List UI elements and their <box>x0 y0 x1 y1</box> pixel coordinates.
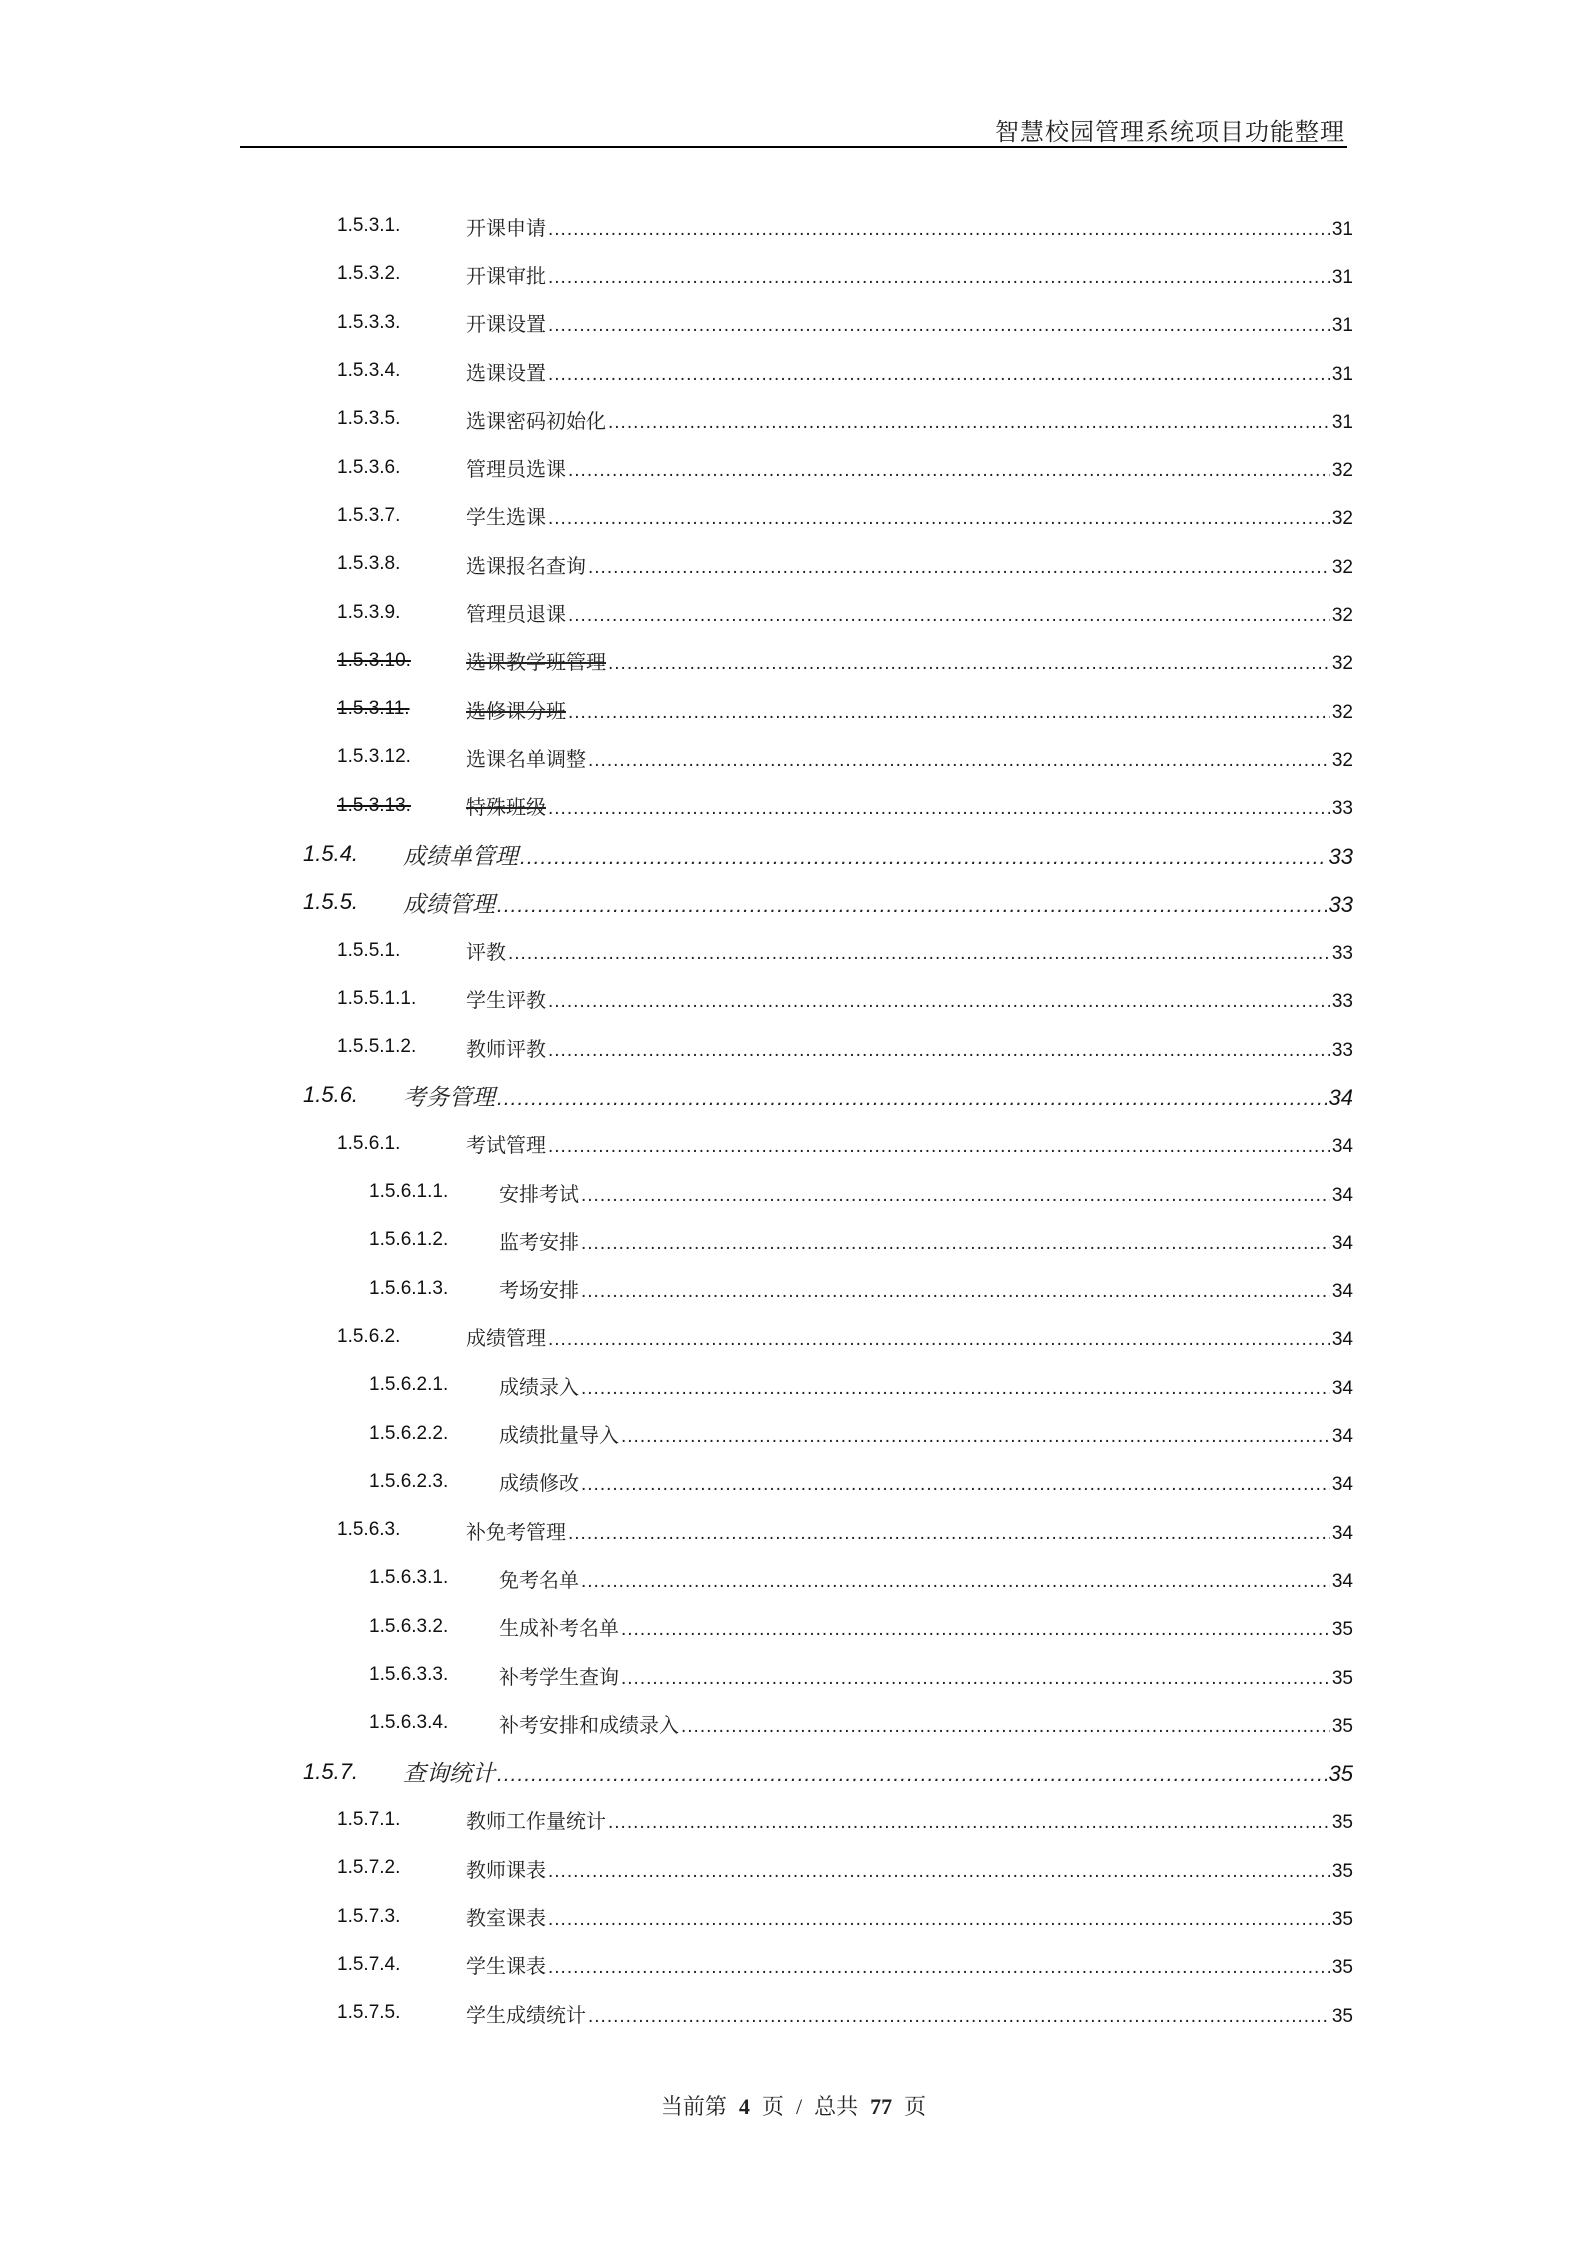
toc-entry-title[interactable]: 选课教学班管理 <box>466 650 606 675</box>
dot-leader <box>588 2006 1330 2028</box>
dot-leader <box>568 702 1330 724</box>
toc-entry-number: 1.5.3.12. <box>337 746 411 768</box>
toc-entry-page: 32 <box>1331 460 1353 482</box>
dot-leader <box>581 1474 1330 1496</box>
toc-entry-line <box>466 1950 1353 1979</box>
toc-entry-number: 1.5.6.1.2. <box>369 1229 449 1251</box>
toc-entry-number: 1.5.7.5. <box>337 2002 401 2024</box>
toc-entry-page: 33 <box>1331 1039 1353 1061</box>
toc-entry-page: 32 <box>1331 556 1353 578</box>
toc-entry-title[interactable]: 开课设置 <box>466 312 546 337</box>
toc-entry[interactable] <box>0 1361 1587 1409</box>
toc-entry-page: 35 <box>1331 1715 1353 1737</box>
dot-leader <box>681 1716 1330 1738</box>
toc-entry-title[interactable]: 管理员退课 <box>466 602 566 627</box>
toc-entry[interactable] <box>0 1796 1587 1844</box>
toc-entry-number: 1.5.6.3. <box>337 1519 401 1541</box>
toc-entry-number: 1.5.6.3.4. <box>369 1712 449 1734</box>
toc-entry-page: 35 <box>1331 1812 1353 1834</box>
toc-entry-title[interactable]: 查询统计 <box>403 1761 495 1788</box>
toc-entry-line <box>466 1033 1353 1062</box>
toc-entry-line <box>403 1755 1353 1788</box>
toc-entry-number: 1.5.3.5. <box>337 408 401 430</box>
toc-entry-line <box>403 838 1353 871</box>
toc-entry[interactable] <box>0 878 1587 926</box>
toc-entry[interactable] <box>0 975 1587 1023</box>
toc-entry-title[interactable]: 成绩管理 <box>403 891 495 918</box>
dot-leader <box>548 1909 1330 1931</box>
toc-entry-line <box>403 1079 1353 1112</box>
toc-entry-number: 1.5.3.6. <box>337 456 401 478</box>
toc-entry[interactable] <box>0 202 1587 250</box>
table-of-contents <box>0 202 1587 2037</box>
dot-leader <box>497 1763 1327 1787</box>
toc-entry-number: 1.5.5.1.1. <box>337 987 417 1009</box>
toc-entry-line <box>466 1516 1353 1545</box>
toc-entry-page: 32 <box>1331 701 1353 723</box>
dot-leader <box>497 1087 1327 1111</box>
toc-entry-title[interactable]: 选课名单调整 <box>466 746 586 771</box>
toc-entry-page: 35 <box>1331 1909 1353 1931</box>
toc-entry[interactable] <box>0 1554 1587 1602</box>
toc-entry[interactable] <box>0 1844 1587 1892</box>
dot-leader <box>568 1523 1330 1545</box>
toc-entry-line <box>403 886 1353 919</box>
toc-entry[interactable] <box>0 1120 1587 1168</box>
toc-entry-page: 31 <box>1331 411 1353 433</box>
toc-entry-title[interactable]: 成绩管理 <box>466 1326 546 1351</box>
dot-leader <box>520 846 1327 870</box>
toc-entry-number: 1.5.7.4. <box>337 1953 401 1975</box>
toc-entry-number: 1.5.6.1.1. <box>369 1181 449 1203</box>
toc-entry-line <box>466 1902 1353 1931</box>
footer-separator: / <box>795 2094 803 2119</box>
toc-entry[interactable] <box>0 1603 1587 1651</box>
toc-entry[interactable] <box>0 1699 1587 1747</box>
dot-leader <box>568 460 1330 482</box>
toc-entry-line <box>499 1419 1353 1448</box>
toc-entry-line <box>466 260 1353 289</box>
toc-entry-title[interactable]: 教师课表 <box>466 1857 546 1882</box>
toc-entry-line <box>466 984 1353 1013</box>
dot-leader <box>548 798 1330 820</box>
toc-entry-title[interactable]: 考场安排 <box>499 1278 579 1303</box>
toc-entry-page: 31 <box>1331 266 1353 288</box>
toc-entry-number: 1.5.3.13. <box>337 794 411 816</box>
toc-entry-title[interactable]: 特殊班级 <box>466 795 546 820</box>
toc-entry-page: 33 <box>1331 991 1353 1013</box>
toc-entry-title[interactable]: 选课报名查询 <box>466 553 586 578</box>
toc-entry[interactable] <box>0 782 1587 830</box>
toc-entry-number: 1.5.3.1. <box>337 215 401 237</box>
toc-entry-number: 1.5.4. <box>303 841 359 866</box>
dot-leader <box>581 1233 1330 1255</box>
dot-leader <box>548 508 1330 530</box>
toc-entry[interactable] <box>0 1409 1587 1457</box>
toc-entry-line <box>466 646 1353 675</box>
toc-entry[interactable] <box>0 588 1587 636</box>
current-page-number: 4 <box>738 2094 750 2119</box>
toc-entry-page: 34 <box>1331 1329 1353 1351</box>
toc-entry-title[interactable]: 监考安排 <box>499 1229 579 1254</box>
toc-entry[interactable] <box>0 1313 1587 1361</box>
toc-entry-page: 34 <box>1331 1136 1353 1158</box>
toc-entry-page: 34 <box>1331 1377 1353 1399</box>
toc-entry-page: 33 <box>1331 798 1353 820</box>
footer-prefix: 当前第 <box>660 2094 727 2119</box>
toc-entry-page: 34 <box>1331 1426 1353 1448</box>
toc-entry-page: 32 <box>1331 508 1353 530</box>
toc-entry-number: 1.5.6.2.3. <box>369 1470 449 1492</box>
toc-entry-line <box>499 1612 1353 1641</box>
toc-entry-page: 32 <box>1331 605 1353 627</box>
toc-entry-number: 1.5.6. <box>303 1082 359 1108</box>
toc-entry-number: 1.5.6.3.2. <box>369 1615 449 1637</box>
toc-entry-number: 1.5.6.1. <box>337 1132 401 1154</box>
toc-entry[interactable] <box>0 1506 1587 1554</box>
footer-page-unit: 页 <box>761 2094 784 2119</box>
toc-entry-line <box>466 501 1353 530</box>
toc-entry-line <box>499 1274 1353 1303</box>
toc-entry-title[interactable]: 评教 <box>466 940 506 965</box>
toc-entry-title[interactable]: 补考学生查询 <box>499 1664 619 1689</box>
toc-entry[interactable] <box>0 1748 1587 1796</box>
dot-leader <box>548 1040 1330 1062</box>
toc-entry[interactable] <box>0 1892 1587 1940</box>
toc-entry-line <box>499 1564 1353 1593</box>
toc-entry-line <box>499 1226 1353 1255</box>
page-footer <box>0 2090 1587 2121</box>
toc-entry[interactable] <box>0 685 1587 733</box>
dot-leader <box>621 1426 1330 1448</box>
dot-leader <box>548 219 1330 241</box>
toc-entry-number: 1.5.6.2.1. <box>369 1374 449 1396</box>
toc-entry-title[interactable]: 补考安排和成绩录入 <box>499 1712 679 1737</box>
page-header-title: 智慧校园管理系统项目功能整理 <box>995 118 1345 146</box>
toc-entry-number: 1.5.5. <box>303 889 359 915</box>
toc-entry-line <box>466 743 1353 772</box>
dot-leader <box>497 894 1327 918</box>
toc-entry-line <box>466 1805 1353 1834</box>
toc-entry-page: 32 <box>1331 749 1353 771</box>
toc-entry-line <box>466 550 1353 579</box>
toc-entry[interactable] <box>0 926 1587 974</box>
toc-entry-number: 1.5.6.1.3. <box>369 1277 449 1299</box>
dot-leader <box>548 1957 1330 1979</box>
toc-entry-page: 31 <box>1331 218 1353 240</box>
toc-entry[interactable] <box>0 733 1587 781</box>
toc-entry[interactable] <box>0 1941 1587 1989</box>
toc-entry-number: 1.5.7.2. <box>337 1857 401 1879</box>
toc-entry-title[interactable]: 补免考管理 <box>466 1519 566 1544</box>
toc-entry-title[interactable]: 教室课表 <box>466 1906 546 1931</box>
toc-entry-title[interactable]: 选修课分班 <box>466 698 566 723</box>
dot-leader <box>588 750 1330 772</box>
toc-entry-page: 34 <box>1331 1232 1353 1254</box>
toc-entry-number: 1.5.3.10. <box>337 649 411 671</box>
toc-entry-number: 1.5.6.2. <box>337 1325 401 1347</box>
dot-leader <box>581 1571 1330 1593</box>
dot-leader <box>581 1185 1330 1207</box>
toc-entry-title[interactable]: 教师评教 <box>466 1036 546 1061</box>
toc-entry-number: 1.5.6.2.2. <box>369 1422 449 1444</box>
toc-entry[interactable] <box>0 250 1587 298</box>
toc-entry-title[interactable]: 选课密码初始化 <box>466 408 606 433</box>
dot-leader <box>548 1861 1330 1883</box>
toc-entry-page: 31 <box>1331 363 1353 385</box>
toc-entry-title[interactable]: 学生成绩统计 <box>466 2002 586 2027</box>
toc-entry-number: 1.5.5.1. <box>337 939 401 961</box>
toc-entry-page: 34 <box>1328 1084 1353 1110</box>
toc-entry[interactable] <box>0 830 1587 878</box>
toc-entry-number: 1.5.7.1. <box>337 1808 401 1830</box>
toc-entry-title[interactable]: 成绩录入 <box>499 1374 579 1399</box>
toc-entry-title[interactable]: 成绩修改 <box>499 1471 579 1496</box>
toc-entry-line <box>466 212 1353 241</box>
toc-entry-line <box>466 357 1353 386</box>
toc-entry-title[interactable]: 学生课表 <box>466 1954 546 1979</box>
dot-leader <box>548 1329 1330 1351</box>
toc-entry-number: 1.5.6.3.1. <box>369 1567 449 1589</box>
toc-entry-page: 35 <box>1331 1619 1353 1641</box>
dot-leader <box>548 364 1330 386</box>
toc-entry-number: 1.5.3.7. <box>337 504 401 526</box>
toc-entry-line <box>466 1854 1353 1883</box>
toc-entry-line <box>466 598 1353 627</box>
toc-entry-title[interactable]: 开课申请 <box>466 215 546 240</box>
toc-entry-page: 35 <box>1331 1860 1353 1882</box>
total-pages-number: 77 <box>870 2094 893 2119</box>
toc-entry-page: 35 <box>1328 1761 1353 1787</box>
dot-leader <box>608 412 1330 434</box>
toc-entry-page: 31 <box>1331 315 1353 337</box>
toc-entry-line <box>466 1999 1353 2028</box>
toc-entry-page: 34 <box>1331 1522 1353 1544</box>
toc-entry-title[interactable]: 管理员选课 <box>466 457 566 482</box>
toc-entry-line <box>466 695 1353 724</box>
toc-entry-line <box>466 791 1353 820</box>
toc-entry-number: 1.5.7.3. <box>337 1905 401 1927</box>
toc-entry-title[interactable]: 生成补考名单 <box>499 1616 619 1641</box>
footer-page-unit: 页 <box>904 2094 927 2119</box>
toc-entry-line <box>499 1371 1353 1400</box>
dot-leader <box>608 1812 1330 1834</box>
toc-entry-number: 1.5.3.8. <box>337 553 401 575</box>
toc-entry-number: 1.5.7. <box>303 1758 359 1784</box>
toc-entry-title[interactable]: 教师工作量统计 <box>466 1809 606 1834</box>
toc-entry-page: 34 <box>1331 1184 1353 1206</box>
toc-entry-title[interactable]: 考试管理 <box>466 1133 546 1158</box>
toc-entry[interactable] <box>0 347 1587 395</box>
dot-leader <box>548 991 1330 1013</box>
toc-entry-line <box>466 936 1353 965</box>
toc-entry[interactable] <box>0 540 1587 588</box>
toc-entry-page: 33 <box>1328 891 1353 917</box>
toc-entry-line <box>466 308 1353 337</box>
toc-entry[interactable] <box>0 1651 1587 1699</box>
toc-entry-line <box>466 453 1353 482</box>
toc-entry[interactable] <box>0 1216 1587 1264</box>
dot-leader <box>621 1619 1330 1641</box>
toc-entry[interactable] <box>0 492 1587 540</box>
toc-entry-page: 34 <box>1331 1281 1353 1303</box>
toc-entry-number: 1.5.3.9. <box>337 601 401 623</box>
toc-entry[interactable] <box>0 395 1587 443</box>
dot-leader <box>508 943 1330 965</box>
toc-entry-line <box>466 1322 1353 1351</box>
toc-entry[interactable] <box>0 1458 1587 1506</box>
toc-entry-title[interactable]: 学生选课 <box>466 505 546 530</box>
toc-entry-number: 1.5.3.4. <box>337 360 401 382</box>
dot-leader <box>588 557 1330 579</box>
toc-entry[interactable] <box>0 637 1587 685</box>
toc-entry-title[interactable]: 考务管理 <box>403 1084 495 1111</box>
toc-entry-number: 1.5.3.3. <box>337 311 401 333</box>
toc-entry-title[interactable]: 安排考试 <box>499 1181 579 1206</box>
toc-entry[interactable] <box>0 1989 1587 2037</box>
footer-total-prefix: 总共 <box>814 2094 859 2119</box>
toc-entry-title[interactable]: 成绩单管理 <box>403 843 518 870</box>
toc-entry-page: 35 <box>1331 1957 1353 1979</box>
toc-entry-number: 1.5.6.3.3. <box>369 1664 449 1686</box>
toc-entry-number: 1.5.5.1.2. <box>337 1036 417 1058</box>
toc-entry-page: 33 <box>1331 943 1353 965</box>
toc-entry[interactable] <box>0 1071 1587 1119</box>
toc-entry[interactable] <box>0 443 1587 491</box>
toc-entry[interactable] <box>0 1265 1587 1313</box>
toc-entry-page: 35 <box>1331 1667 1353 1689</box>
toc-entry-line <box>466 405 1353 434</box>
toc-entry-line <box>499 1709 1353 1738</box>
toc-entry-page: 34 <box>1331 1570 1353 1592</box>
toc-entry-page: 34 <box>1331 1474 1353 1496</box>
dot-leader <box>581 1281 1330 1303</box>
toc-entry-line <box>499 1178 1353 1207</box>
dot-leader <box>548 267 1330 289</box>
dot-leader <box>621 1668 1330 1690</box>
toc-entry-title[interactable]: 免考名单 <box>499 1567 579 1592</box>
toc-entry-page: 32 <box>1331 653 1353 675</box>
toc-entry-number: 1.5.3.2. <box>337 263 401 285</box>
toc-entry-line <box>499 1467 1353 1496</box>
toc-entry-title[interactable]: 选课设置 <box>466 360 546 385</box>
header-rule <box>240 146 1347 148</box>
dot-leader <box>568 605 1330 627</box>
toc-entry[interactable] <box>0 299 1587 347</box>
toc-entry[interactable] <box>0 1168 1587 1216</box>
toc-entry-line <box>466 1129 1353 1158</box>
dot-leader <box>548 1136 1330 1158</box>
toc-entry-page: 35 <box>1331 2005 1353 2027</box>
toc-entry-title[interactable]: 学生评教 <box>466 988 546 1013</box>
dot-leader <box>581 1378 1330 1400</box>
toc-entry-title[interactable]: 成绩批量导入 <box>499 1423 619 1448</box>
toc-entry[interactable] <box>0 1023 1587 1071</box>
toc-entry-line <box>499 1661 1353 1690</box>
dot-leader <box>608 653 1330 675</box>
toc-entry-page: 33 <box>1328 843 1353 869</box>
dot-leader <box>548 315 1330 337</box>
toc-entry-number: 1.5.3.11. <box>337 698 410 720</box>
toc-entry-title[interactable]: 开课审批 <box>466 263 546 288</box>
